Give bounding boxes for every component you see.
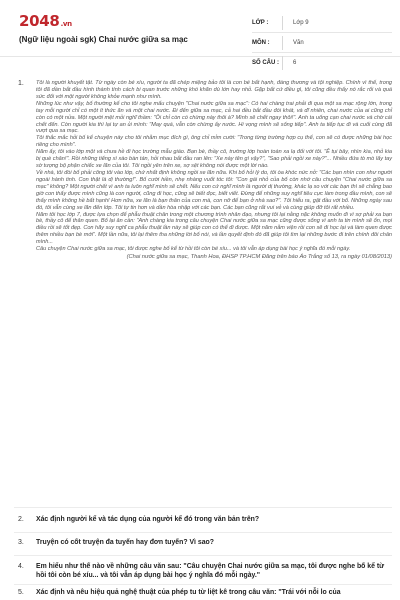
- count-value: 6: [293, 60, 297, 66]
- page-title: (Ngữ liệu ngoài sgk) Chai nước giữa sa mạc: [19, 35, 188, 44]
- question-text: Xác định và nêu hiệu quả nghệ thuật của phép tu từ liệt kê trong câu văn: "Trái với nỗi lo của: [36, 589, 341, 596]
- meta-divider: [282, 16, 283, 30]
- passage-paragraph: Tôi thắc mắc hỏi bố kể chuyện này cho tôi nhằm mục đích gì, ông chỉ mỉm cười: "Trong từng trường hợp cụ thể, con sẽ có được những bài học riêng cho mình".: [36, 135, 392, 149]
- meta-divider: [282, 56, 283, 70]
- question-divider: [14, 532, 392, 533]
- grade-value: Lớp 9: [293, 19, 309, 26]
- meta-table: [252, 13, 392, 73]
- question-divider: [14, 555, 392, 556]
- site-logo[interactable]: 2048.vn: [19, 12, 72, 30]
- passage-paragraph: Năm tôi học lớp 7, được lựa chọn để phẫu thuật chân trong một chương trình nhân đạo, nhưng tôi lại nằng nặc không muốn đi vì sợ phải xa bạn bè, thầy cô để thân quen. Bố lại ân cần: "Anh chàng kia trong câu chuyện Chai nước giữa sa mạc cũng được sống vì anh ta tin mình sẽ ổn, mọi điều rồi sẽ tốt đẹp. Con hãy suy nghĩ ca phẫu thuật lần này sẽ giúp con có thể đi được. Một năm nằm viện rồi con sẽ đi học lại và làm quen được thêm nhiều bạn bè mới". Một lần nữa, tôi lại thêm tha những lời bố nói, và lần quyết định đó đã giúp tôi tìm lại những bước đi trên chính đôi chân mình...: [36, 211, 392, 246]
- grade-label: LỚP :: [252, 19, 269, 26]
- question-text: Truyện có cốt truyện đa tuyến hay đơn tuyến? Vì sao?: [36, 539, 214, 546]
- passage-paragraph: Câu chuyện Chai nước giữa sa mạc, tôi được nghe bố kể từ hồi tôi còn bé xíu... và tôi vẫn áp dụng bài học ý nghĩa đó mỗi ngày.: [36, 246, 351, 253]
- passage-paragraph: Những lúc như vậy, bố thường kể cho tôi nghe mẩu chuyện "Chai nước giữa sa mạc": Có hai chàng trai phải đi qua một sa mạc rộng lớn, trong tay mỗi người chỉ có một ít thức ăn và một chai nước. Đi đến giữa sa mạc, cả hai đều bắt đầu đói khát, và dĩ nhiên, chai nước của ai cũng chỉ còn có một nửa. Một người mệt mỏi nghĩ thầm: "Ôi chỉ còn có chừng này thôi à? Mình sẽ chết ngay thôi!". Anh ta uống cạn chai nước và chờ cái chết đến. Còn người kia thì lại tự an ủi mình: "May quá, vẫn còn chừng ấy nước. Hi vọng mình sẽ sống tiếp". Anh ta tiếp tục đi và cuối cùng đã vượt qua sa mạc.: [36, 100, 392, 135]
- subject-value: Văn: [293, 39, 304, 46]
- question-text: Xác định người kể và tác dụng của người kể đó trong văn bản trên?: [36, 516, 260, 523]
- question-divider: [14, 584, 392, 585]
- question-number: 1.: [18, 80, 24, 87]
- meta-row-count: [252, 53, 392, 73]
- passage-source: (Chai nước giữa sa mạc, Thanh Hoa, ĐHSP TP.HCM Đăng trên báo Áo Trắng số 13, ra ngày 01/08/2013): [126, 254, 392, 261]
- count-label: SỐ CÂU :: [252, 60, 279, 66]
- passage: [36, 80, 392, 261]
- question-number: 4.: [18, 563, 24, 570]
- meta-row-subject: [252, 33, 392, 53]
- passage-paragraph: Tôi là người khuyết tật. Từ ngày còn bé xíu, người ta đã chép miệng bảo tôi là con bé bất hạnh, đáng thương và tội nghiệp. Chính vì thế, trong tôi đã dần bắt đầu hình thành tính cách bi quan trước những khó khăn dù lớn hay nhỏ. Gặp bất cứ điều gì, tôi cũng đều thấy nó rắc rối và quá sức đối với một người không khỏe mạnh như mình.: [36, 80, 392, 100]
- meta-row-grade: [252, 13, 392, 33]
- question-text: Em hiểu như thế nào về những câu văn sau: "Câu chuyện Chai nước giữa sa mạc, tôi được nghe bố kể từ hồi tôi còn bé xíu... và tôi vẫn áp dụng bài học ý nghĩa đó mỗi ngày.": [36, 563, 385, 579]
- question-number: 3.: [18, 539, 24, 546]
- passage-paragraph: Năm ấy, tôi vào lớp một và chưa hề đi học trường mẫu giáo. Bạn bè, thầy cô, trường lớp hoàn toàn xa lạ đối với tôi. "Ê tụi bây, nhìn kìa, nhỏ kia bị què chân!". Rồi những tiếng xì xào bàn tán, hỏi nhau bắt đầu ran lên: "Xe này tên gì vậy?", "Sao phải ngồi xe này?"... Nhiều đứa tò mò lấy tay sờ tượng bộ phận chiếc xe lăn của tôi. Tôi ngồi yên trên xe, sợ sệt không nói được một lời nào.: [36, 149, 392, 170]
- passage-paragraph: Về nhà, tôi đòi bố phải cõng tôi vào lớp, chứ nhất định không ngồi xe lăn nữa. Khi bố hỏi lý do, tôi òa khóc nức nở: "Các bạn nhìn con như người ngoài hành tinh. Con thật là dị thường!". Bố cười hiền, nhẹ nhàng vuốt tóc tôi: "Con gái nhỏ của bố còn nhớ câu chuyện "Chai nước giữa sa mạc" không? Một người chết vì anh ta luôn nghĩ mình sẽ chết. Nếu con cứ nghĩ mình là người dị thường, khác lạ so với các bạn thì sẽ chẳng bao giờ con thấy được mình cũng là con người, cũng đi học, cũng sẽ biết đọc, biết viết. Đừng để những suy nghĩ tiêu cực làm trong đầu mình, con sẽ thấy mình không hề bất hạnh! Hơn nữa, xe lăn là bạn thân của con mà, con nỡ để bạn ở nhà sao?". Tôi hiểu ra, gật đầu với bố. Những ngày sau đó, tôi vẫn cùng xe lăn đến lớp. Tôi tự tin hơn và dần hòa nhập với các bạn. Các bạn cũng rất vui vẻ và cùng giúp đỡ tôi rất nhiều.: [36, 169, 392, 211]
- passage-text: [36, 80, 392, 253]
- meta-divider: [282, 36, 283, 50]
- question-number: 5.: [18, 589, 24, 596]
- question-number: 2.: [18, 516, 24, 523]
- question-divider: [14, 507, 392, 508]
- header: [0, 0, 400, 66]
- subject-label: MÔN :: [252, 39, 270, 46]
